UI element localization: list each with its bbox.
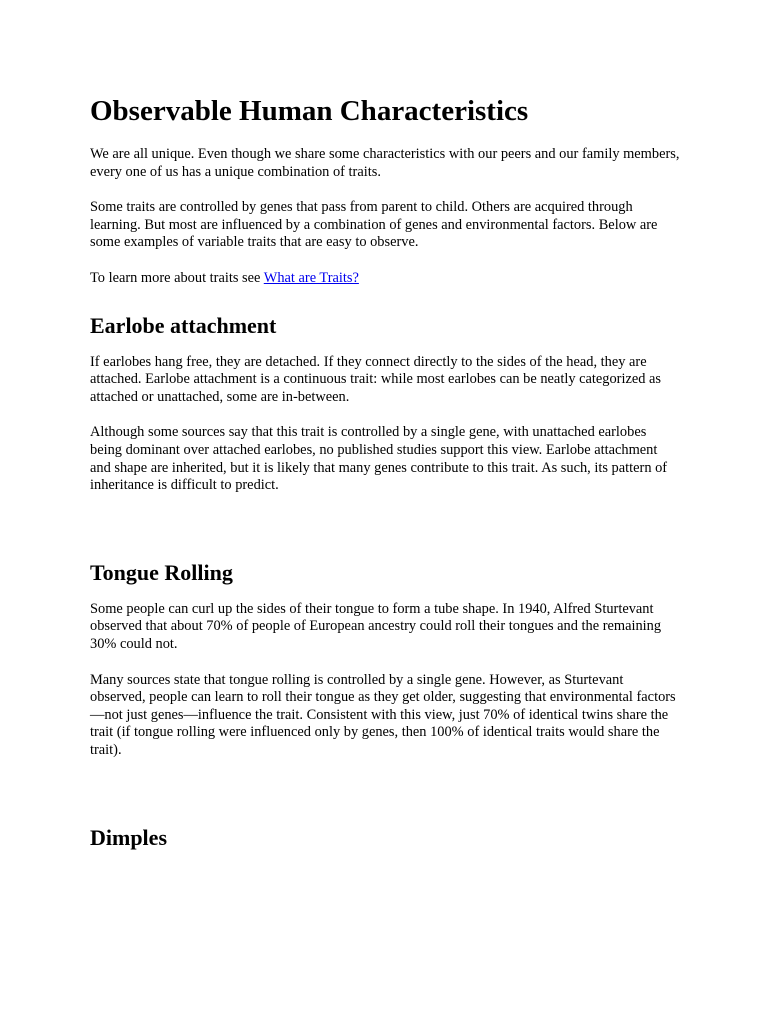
intro-paragraph-2: Some traits are controlled by genes that pass from parent to child. Others are acquired through learning. But most are influenced by a combination of genes and environmental factors. Below are some examples of variable traits that are easy to observe. (90, 199, 658, 251)
intro-paragraph-1: We are all unique. Even though we share some characteristics with our peers and our family members, every one of us has a unique combination of traits. (90, 146, 680, 180)
tongue-paragraph-1: Some people can curl up the sides of their tongue to form a tube shape. In 1940, Alfred Sturtevant observed that about 70% of people of European ancestry could roll their tongues and the remaining 30% could not. (90, 600, 662, 652)
section-heading-dimples: Dimples (90, 825, 167, 851)
intro-paragraph-3 (90, 270, 680, 288)
page-title: Observable Human Characteristics (90, 95, 529, 127)
what-are-traits-link[interactable]: What are Traits? (263, 269, 359, 286)
traits-link-prefix: To learn more about traits see (90, 269, 264, 286)
earlobe-paragraph-2: Although some sources say that this trait is controlled by a single gene, with unattached earlobes being dominant over attached earlobes, no published studies support this view. Earlobe attachment and shape are inherited, but it is likely that many genes contribute to this trait. As such, its pattern of inheritance is difficult to predict. (90, 424, 668, 494)
tongue-paragraph-2: Many sources state that tongue rolling is controlled by a single gene. However, as Sturtevant observed, people can learn to roll their tongue as they get older, suggesting that environmental factors—not just genes—influence the trait. Consistent with this view, just 70% of identical twins share the trait (if tongue rolling were influenced only by genes, then 100% of identical traits would share the trait). (90, 671, 676, 758)
document-body (90, 93, 680, 852)
section-heading-earlobe: Earlobe attachment (90, 312, 277, 338)
section-heading-tongue-rolling: Tongue Rolling (90, 559, 233, 585)
earlobe-paragraph-1: If earlobes hang free, they are detached. If they connect directly to the sides of the head, they are attached. Earlobe attachment is a continuous trait: while most earlobes can be neatly categorized as attached or unattached, some are in-between. (90, 353, 662, 405)
